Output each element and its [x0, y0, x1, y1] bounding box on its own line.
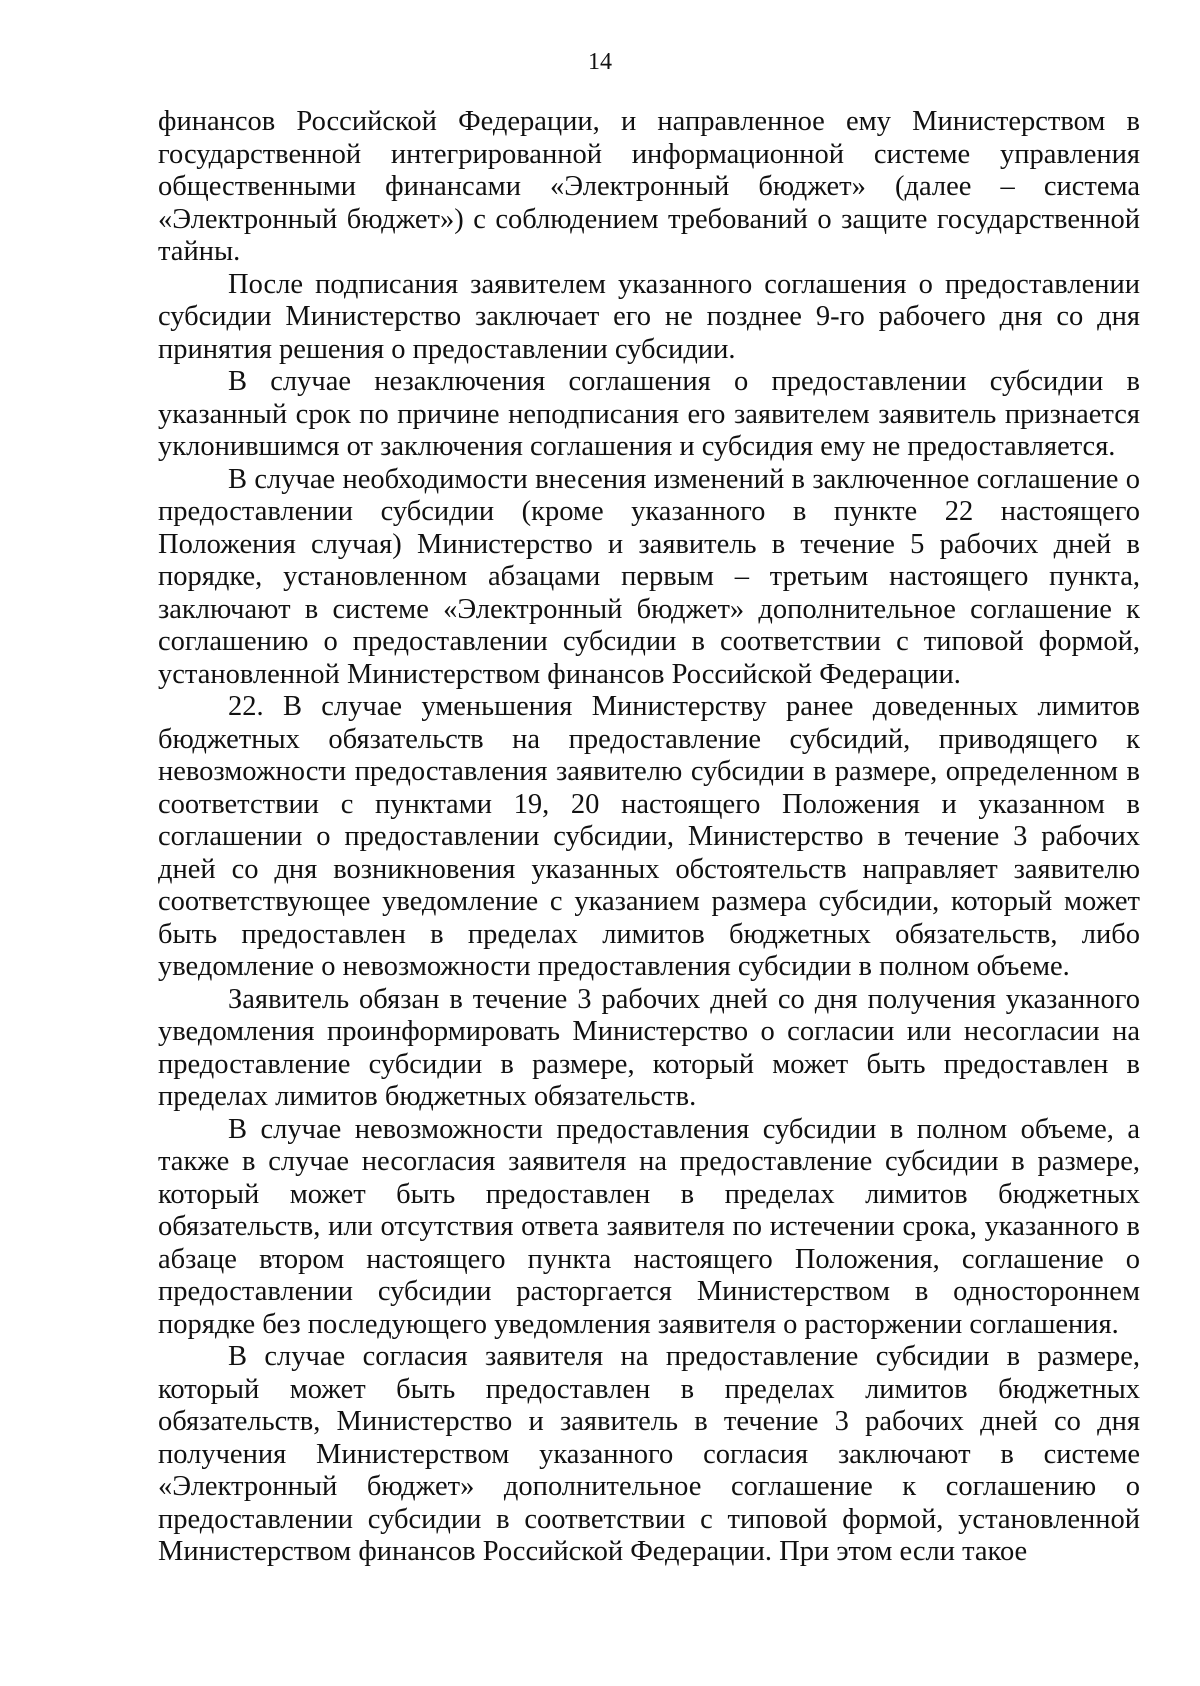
paragraph-applicant-obligation: Заявитель обязан в течение 3 рабочих дней со дня получения указанного уведомления проинформировать Министерство о согласии или несогласии на предоставление субсидии в размере, который может быть предоставлен в пределах лимитов бюджетных обязательств. — [158, 983, 1140, 1112]
paragraph-signing-deadline: После подписания заявителем указанного соглашения о предоставлении субсидии Министерство заключает его не позднее 9-го рабочего дня со дня принятия решения о предоставлении субсидии. — [158, 268, 1140, 365]
paragraph-amendments: В случае необходимости внесения изменений в заключенное соглашение о предоставлении субсидии (кроме указанного в пункте 22 настоящего Положения случая) Министерство и заявитель в течение 5 рабочих дней в порядке, установленном абзацами первым – третьим настоящего пункта, заключают в системе «Электронный бюджет» дополнительное соглашение к соглашению о предоставлении субсидии в соответствии с типовой формой, установленной Министерством финансов Российской Федерации. — [158, 463, 1140, 690]
page-number: 14 — [588, 49, 612, 75]
paragraph-non-conclusion: В случае незаключения соглашения о предоставлении субсидии в указанный срок по причине неподписания его заявителем заявитель признается уклонившимся от заключения соглашения и субсидия ему не предоставляется. — [158, 366, 1140, 462]
paragraph-termination: В случае невозможности предоставления субсидии в полном объеме, а также в случае несогласия заявителя на предоставление субсидии в размере, который может быть предоставлен в пределах лимитов бюджетных обязательств, или отсутствия ответа заявителя по истечении срока, указанного в абзаце втором настоящего пункта настоящего Положения, соглашение о предоставлении субсидии расторгается Министерством в одностороннем порядке без последующего уведомления заявителя о расторжении соглашения. — [158, 1113, 1140, 1340]
paragraph-clause-22: 22. В случае уменьшения Министерству ранее доведенных лимитов бюджетных обязательств на предоставление субсидий, приводящего к невозможности предоставления заявителю субсидии в размере, определенном в соответствии с пунктами 19, 20 настоящего Положения и указанном в соглашении о предоставлении субсидии, Министерство в течение 3 рабочих дней со дня возникновения указанных обстоятельств направляет заявителю соответствующее уведомление с указанием размера субсидии, который может быть предоставлен в пределах лимитов бюджетных обязательств, либо уведомление о невозможности предоставления субсидии в полном объеме. — [158, 691, 1140, 982]
document-body — [158, 106, 1140, 1569]
paragraph-consent: В случае согласия заявителя на предоставление субсидии в размере, который может быть предоставлен в пределах лимитов бюджетных обязательств, Министерство и заявитель в течение 3 рабочих дней со дня получения Министерством указанного согласия заключают в системе «Электронный бюджет» дополнительное соглашение к соглашению о предоставлении субсидии в соответствии с типовой формой, установленной Министерством финансов Российской Федерации. При этом если такое — [158, 1341, 1140, 1567]
paragraph-continued: финансов Российской Федерации, и направленное ему Министерством в государственной интегрированной информационной системе управления общественными финансами «Электронный бюджет» (далее – система «Электронный бюджет») с соблюдением требований о защите государственной тайны. — [158, 106, 1140, 267]
